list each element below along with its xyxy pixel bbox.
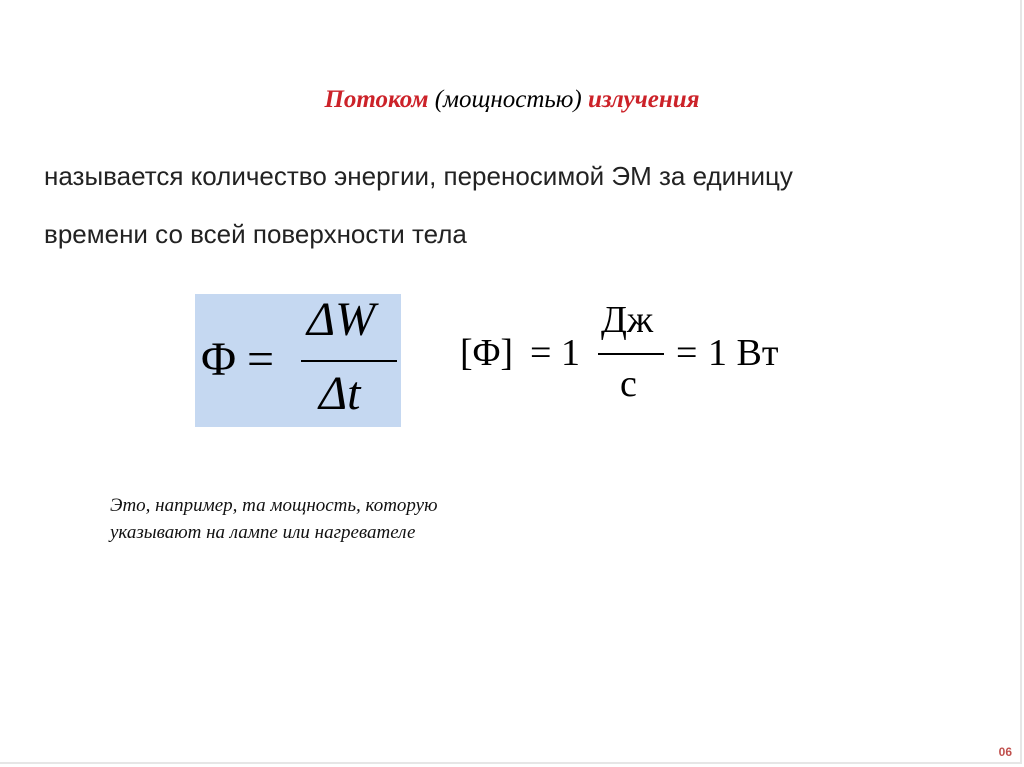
definition-line-1: называется количество энергии, переносимой ЭМ за единицу: [44, 161, 793, 191]
note-line-2: указывают на лампе или нагревателе: [110, 522, 416, 543]
note-line-1: Это, например, та мощность, которую: [110, 495, 438, 516]
units-numerator: Дж: [601, 299, 654, 341]
units-result: 1 Вт: [708, 332, 779, 374]
slide-heading: [0, 80, 1024, 120]
heading-parenthetical: (мощностью): [434, 86, 582, 113]
definition-line-2: времени со всей поверхности тела: [44, 219, 467, 249]
units-fraction-bar: [598, 353, 664, 355]
formula-equals: =: [247, 333, 275, 386]
units-coefficient: 1: [561, 332, 580, 374]
units-denominator: с: [620, 363, 637, 405]
formula-flux-box: [195, 294, 401, 427]
formula-denominator: Δt: [319, 367, 361, 420]
formula-fraction-bar: [301, 360, 397, 362]
note-text: [110, 492, 630, 546]
units-equals-1: =: [530, 332, 552, 374]
definition-text: [44, 147, 994, 263]
units-lhs: [Φ]: [460, 332, 514, 374]
units-equals-2: =: [676, 332, 698, 374]
formula-flux-symbol: Φ: [201, 333, 237, 386]
page-number: 06: [998, 745, 1012, 759]
heading-term: Потоком: [324, 86, 429, 113]
heading-term-2: излучения: [588, 86, 700, 113]
formula-numerator: ΔW: [307, 293, 376, 346]
